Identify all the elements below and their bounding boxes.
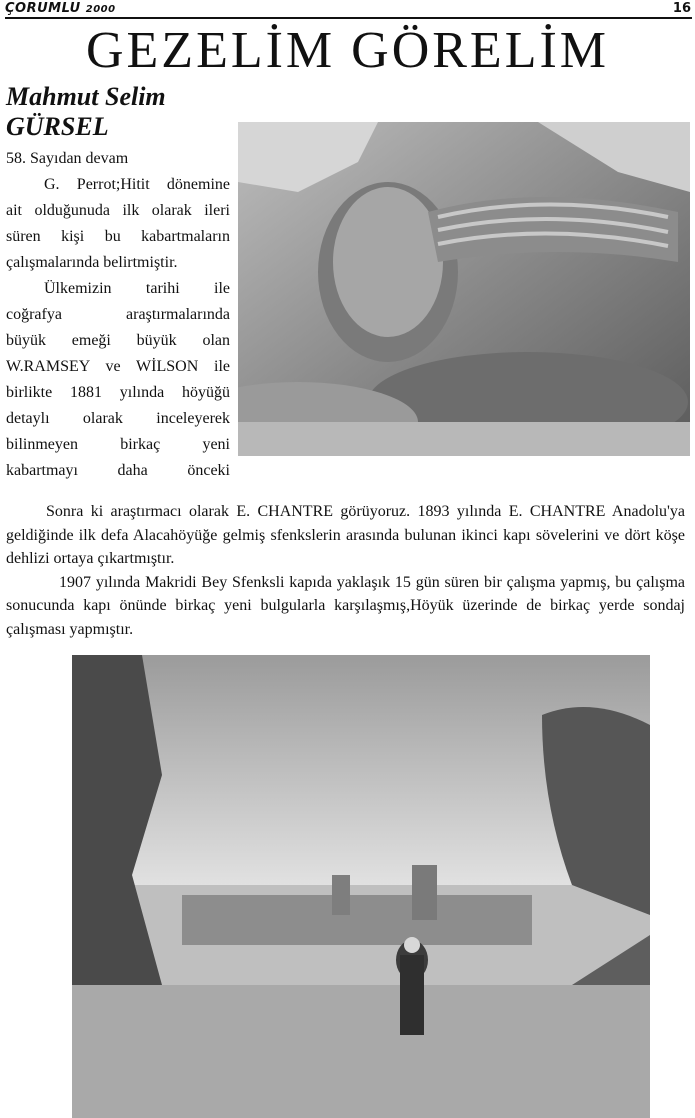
relief-photo: [238, 122, 690, 456]
paragraph: Sonra ki araştırmacı olarak E. CHANTRE görüyoruz. 1893 yılında E. CHANTRE Anadolu'ya geldiğinde ilk defa Alacahöyüğe gelmiş sfenkslerin arasında bulunan ikinci kapı sövelerini ve dört köşe dehlizi ortaya çıkartmıştır.: [6, 503, 685, 567]
column-line: G. Perrot;Hitit dönemine: [44, 176, 230, 193]
column-line: büyük emeği büyük olan: [6, 332, 230, 349]
column-line: süren kişi bu kabartmaların: [6, 228, 230, 245]
author: [6, 82, 166, 142]
continued-note: 58. Sayıdan devam: [6, 150, 129, 167]
article-title: GEZELİM GÖRELİM: [85, 22, 610, 79]
column-line: coğrafya araştırmalarında: [6, 306, 230, 323]
column-line: kabartmayı daha önceki: [6, 462, 230, 479]
page-header: [5, 0, 692, 19]
author-last-name: GÜRSEL: [6, 112, 109, 141]
column-line: bilinmeyen birkaç yeni: [6, 436, 230, 453]
paragraph: 1907 yılında Makridi Bey Sfenksli kapıda yaklaşık 15 gün süren bir çalışma yapmış, bu çalışma sonucunda kapı önünde birkaç yeni bulgularla karşılaşmış,Höyük üzerinde de birkaç yerde sondaj çalışması yapmıştır.: [6, 573, 685, 638]
column-line: ait olduğunuda ilk olarak ileri: [6, 202, 230, 219]
column-line: birlikte 1881 yılında höyüğü: [6, 384, 230, 401]
column-line: W.RAMSEY ve WİLSON ile: [6, 358, 230, 375]
site-photo: [72, 655, 650, 1118]
column-line: detaylı olarak inceleyerek: [6, 410, 230, 427]
eagle-relief-image: [238, 122, 690, 456]
left-column: [6, 146, 230, 484]
publication-year: 2000: [85, 4, 116, 15]
column-line: Ülkemizin tarihi ile: [44, 280, 230, 297]
column-line: çalışmalarında belirtmiştir.: [6, 254, 178, 271]
alacahoyuk-site-image: [72, 655, 650, 1118]
page-number: 16: [672, 1, 691, 16]
publication-title: ÇORUMLU: [5, 1, 81, 16]
author-first-name: Mahmut Selim: [6, 82, 166, 111]
body-text: [6, 500, 685, 641]
publication-name: [5, 1, 116, 16]
